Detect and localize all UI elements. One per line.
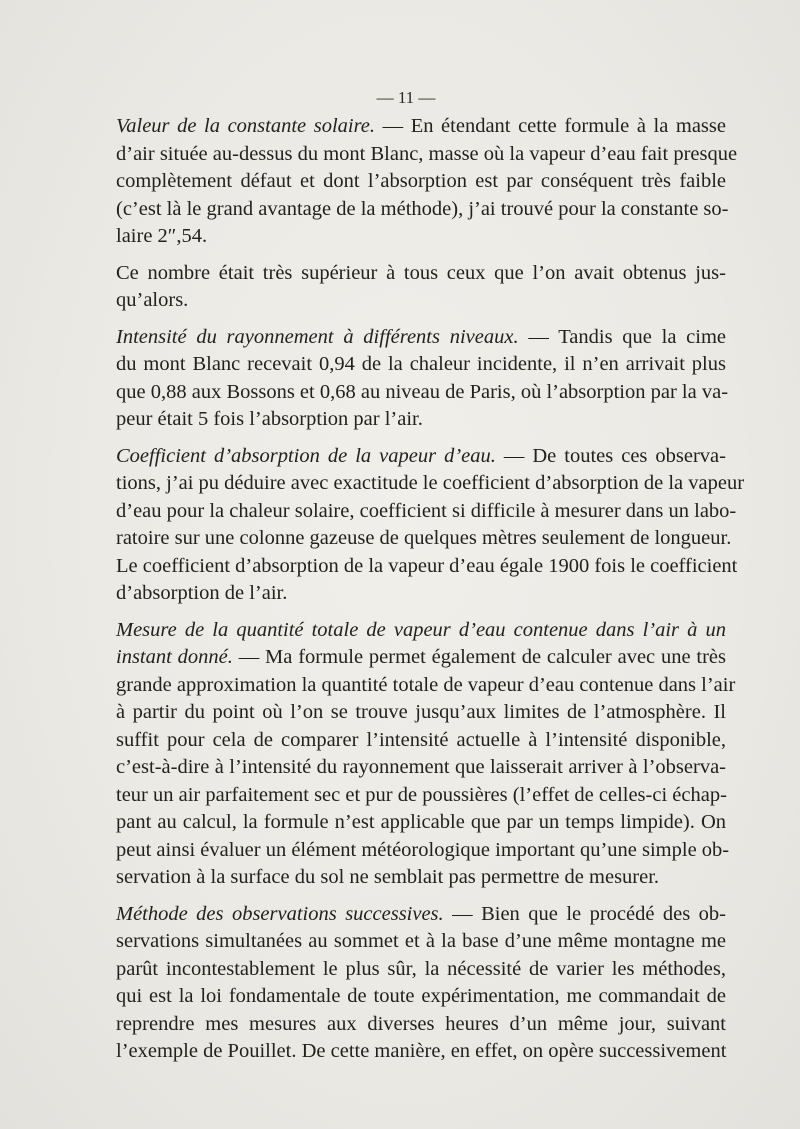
text-line: reprendre mes mesures aux diverses heures d’un même jour, suivant — [116, 1012, 726, 1035]
text-line: qui est la loi fondamentale de toute expérimentation, me commandait de — [116, 985, 726, 1007]
text-line: suffit pour cela de comparer l’intensité actuelle à l’intensité disponible, — [116, 728, 726, 751]
text-line: grande approximation la quantité totale de vapeur d’eau contenue dans l’air — [116, 673, 736, 696]
text-line: peur était 5 fois l’absorption par l’air. — [116, 408, 423, 430]
text-line: qu’alors. — [116, 289, 189, 311]
text-line — [116, 644, 726, 672]
text-line: (c’est là le grand avantage de la méthode), j’ai trouvé pour la constante so- — [116, 197, 729, 220]
text-line: parût incontestablement le plus sûr, la nécessité de varier les méthodes, — [116, 957, 726, 980]
text-line — [116, 324, 726, 352]
paragraph — [116, 443, 745, 608]
text-line: peut ainsi évaluer un élément météorologique important qu’une simple ob- — [116, 838, 730, 861]
text-line: que 0,88 aux Bossons et 0,68 au niveau de Paris, où l’absorption par la va- — [116, 380, 729, 403]
text-line: d’eau pour la chaleur solaire, coefficient si difficile à mesurer dans un labo- — [116, 499, 737, 522]
text-line: Le coefficient d’absorption de la vapeur d’eau égale 1900 fois le coefficient — [116, 554, 738, 577]
text-line: servation à la surface du sol ne semblait pas permettre de mesurer. — [116, 866, 660, 888]
text-line: ratoire sur une colonne gazeuse de quelques mètres seulement de longueur. — [116, 527, 732, 549]
text-line: complètement défaut et dont l’absorption est par conséquent très faible — [116, 170, 726, 192]
section-heading: Coefficient d’absorption de la vapeur d’eau. — [116, 444, 496, 467]
text-line: Ce nombre était très supérieur à tous ceux que l’on avait obtenus jus- — [116, 261, 726, 284]
heading-continuation: — Ma formule permet également de calculer avec une très — [232, 646, 726, 668]
text-line: d’absorption de l’air. — [116, 582, 288, 604]
section-heading: Intensité du rayonnement à différents niveaux. — [116, 325, 519, 348]
text-line: teur un air parfaitement sec et pur de poussières (l’effet de celles-ci échap- — [116, 783, 727, 806]
body-text — [116, 113, 745, 1075]
text-line: laire 2″,54. — [116, 225, 208, 247]
paragraph — [116, 617, 736, 892]
heading-continuation: — Bien que le procédé des ob- — [443, 902, 727, 925]
section-heading: Méthode des observations successives. — [116, 902, 444, 925]
section-heading: Mesure de la quantité totale de vapeur d’eau contenue dans l’air à un — [116, 618, 726, 641]
heading-continuation: — Tandis que la cime — [518, 325, 726, 348]
section-heading: Valeur de la constante solaire. — [116, 115, 376, 137]
paragraph — [116, 324, 729, 434]
text-line — [116, 617, 726, 645]
text-line: à partir du point où l’on se trouve jusqu’aux limites de l’atmosphère. Il — [116, 701, 726, 723]
text-line: du mont Blanc recevait 0,94 de la chaleur incidente, il n’en arrivait plus — [116, 353, 726, 375]
heading-continuation: — En étendant cette formule à la masse — [375, 115, 726, 137]
paragraph — [116, 260, 726, 315]
text-line: c’est-à-dire à l’intensité du rayonnement que laisserait arriver à l’observa- — [116, 756, 726, 778]
paragraph — [116, 901, 726, 1066]
heading-continuation: — De toutes ces observa- — [495, 444, 726, 467]
text-line: d’air située au-dessus du mont Blanc, masse où la vapeur d’eau fait presque — [116, 142, 738, 165]
text-line — [116, 443, 726, 471]
section-heading: instant donné. — [116, 646, 233, 668]
text-line: l’exemple de Pouillet. De cette manière, en effet, on opère successivement — [116, 1040, 727, 1062]
text-line — [116, 901, 726, 929]
page-number: — 11 — — [376, 88, 436, 107]
text-line: servations simultanées au sommet et à la base d’une même montagne me — [116, 930, 726, 952]
paragraph — [116, 113, 738, 251]
text-line: pant au calcul, la formule n’est applicable que par un temps limpide). On — [116, 811, 726, 833]
text-line — [116, 113, 726, 141]
text-line: tions, j’ai pu déduire avec exactitude le coefficient d’absorption de la vapeur — [116, 472, 745, 494]
